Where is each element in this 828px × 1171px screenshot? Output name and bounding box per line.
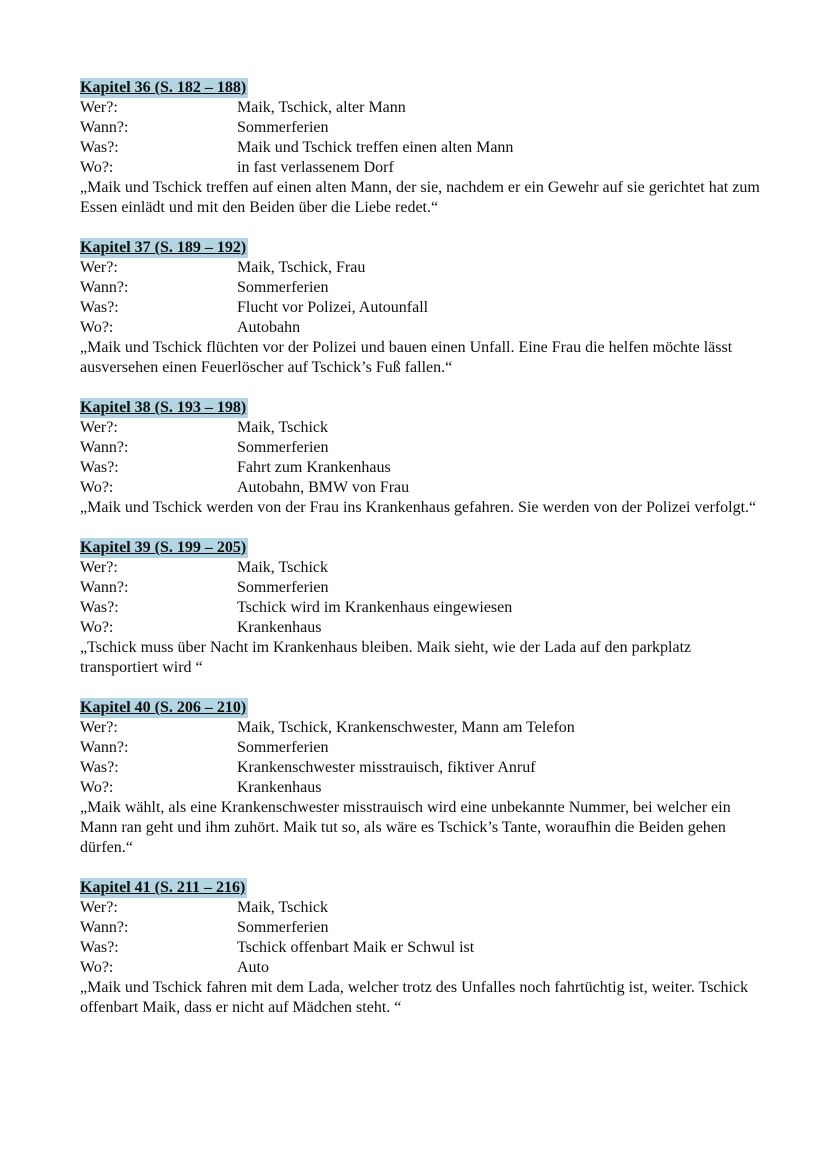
label-wer: Wer?: [80,899,118,916]
label-wo: Wo?: [80,779,114,796]
label-wann: Wann?: [80,279,129,296]
chapter-37 [80,238,760,378]
label-wer: Wer?: [80,259,118,276]
label-was: Was?: [80,459,119,476]
label-wer: Wer?: [80,99,118,116]
label-was: Was?: [80,599,119,616]
label-wo: Wo?: [80,619,114,636]
label-was: Was?: [80,299,119,316]
label-wann: Wann?: [80,579,129,596]
row-wo [80,958,760,978]
chapter-title: Kapitel 38 (S. 193 – 198) [80,399,247,416]
label-was: Was?: [80,759,119,776]
row-wo [80,318,760,338]
row-was [80,758,760,778]
row-wann [80,918,760,938]
row-wer [80,898,760,918]
label-was: Was?: [80,939,119,956]
row-wer [80,718,760,738]
chapter-summary: „Maik wählt, als eine Krankenschwester misstrauisch wird eine unbekannte Nummer, bei welcher ein Mann ran geht und ihm zuhört. Maik tut so, als wäre es Tschick’s Tante, woraufhin die Beiden gehen dürfen.“ [80,799,731,856]
row-wo [80,618,760,638]
row-wann [80,578,760,598]
label-was: Was?: [80,139,119,156]
label-wer: Wer?: [80,419,118,436]
value-was: Krankenschwester misstrauisch, fiktiver Anruf [237,759,536,776]
value-was: Tschick offenbart Maik er Schwul ist [237,939,475,956]
row-wann [80,278,760,298]
value-was: Flucht vor Polizei, Autounfall [237,299,429,316]
chapter-summary: „Maik und Tschick treffen auf einen alten Mann, der sie, nachdem er ein Gewehr auf sie gerichtet hat zum Essen einlädt und mit den Beiden über die Liebe redet.“ [80,179,760,216]
row-wo [80,478,760,498]
row-was [80,598,760,618]
row-wer [80,558,760,578]
value-wer: Maik, Tschick [237,559,329,576]
label-wer: Wer?: [80,719,118,736]
row-wann [80,738,760,758]
chapter-39 [80,538,760,678]
row-wo [80,158,760,178]
chapter-38 [80,398,760,518]
chapter-summary: „Maik und Tschick flüchten vor der Polizei und bauen einen Unfall. Eine Frau die helfen möchte lässt ausversehen einen Feuerlöscher auf Tschick’s Fuß fallen.“ [80,339,733,376]
row-wann [80,438,760,458]
chapter-36 [80,78,760,218]
chapter-summary: „Maik und Tschick fahren mit dem Lada, welcher trotz des Unfalles noch fahrtüchtig ist, weiter. Tschick offenbart Maik, dass er nicht auf Mädchen steht. “ [80,979,749,1016]
value-wo: Auto [237,959,269,976]
value-wo: in fast verlassenem Dorf [237,159,394,176]
label-wann: Wann?: [80,119,129,136]
value-was: Fahrt zum Krankenhaus [237,459,391,476]
value-wer: Maik, Tschick, alter Mann [237,99,406,116]
chapter-title: Kapitel 40 (S. 206 – 210) [80,699,247,716]
value-wer: Maik, Tschick [237,419,329,436]
chapter-title: Kapitel 37 (S. 189 – 192) [80,239,247,256]
row-was [80,298,760,318]
label-wo: Wo?: [80,319,114,336]
row-wer [80,418,760,438]
chapter-title: Kapitel 41 (S. 211 – 216) [80,879,246,896]
row-was [80,458,760,478]
value-wann: Sommerferien [237,119,329,136]
value-was: Tschick wird im Krankenhaus eingewiesen [237,599,513,616]
value-wann: Sommerferien [237,439,329,456]
label-wo: Wo?: [80,159,114,176]
value-wo: Krankenhaus [237,619,322,636]
row-wer [80,98,760,118]
label-wo: Wo?: [80,959,114,976]
document-page [80,78,760,1038]
row-was [80,138,760,158]
chapter-40 [80,698,760,858]
value-was: Maik und Tschick treffen einen alten Mann [237,139,514,156]
value-wer: Maik, Tschick, Krankenschwester, Mann am Telefon [237,719,575,736]
chapter-summary: „Maik und Tschick werden von der Frau ins Krankenhaus gefahren. Sie werden von der Polizei verfolgt.“ [80,499,757,516]
value-wann: Sommerferien [237,919,329,936]
row-wer [80,258,760,278]
chapter-41 [80,878,760,1018]
value-wer: Maik, Tschick, Frau [237,259,366,276]
value-wann: Sommerferien [237,579,329,596]
label-wann: Wann?: [80,439,129,456]
chapter-title: Kapitel 39 (S. 199 – 205) [80,539,247,556]
chapter-title: Kapitel 36 (S. 182 – 188) [80,79,247,96]
row-wann [80,118,760,138]
value-wann: Sommerferien [237,739,329,756]
value-wo: Krankenhaus [237,779,322,796]
value-wo: Autobahn, BMW von Frau [237,479,410,496]
label-wann: Wann?: [80,739,129,756]
value-wo: Autobahn [237,319,301,336]
row-was [80,938,760,958]
value-wer: Maik, Tschick [237,899,329,916]
label-wo: Wo?: [80,479,114,496]
label-wer: Wer?: [80,559,118,576]
row-wo [80,778,760,798]
chapter-summary: „Tschick muss über Nacht im Krankenhaus bleiben. Maik sieht, wie der Lada auf den parkplatz transportiert wird “ [80,639,692,676]
value-wann: Sommerferien [237,279,329,296]
label-wann: Wann?: [80,919,129,936]
